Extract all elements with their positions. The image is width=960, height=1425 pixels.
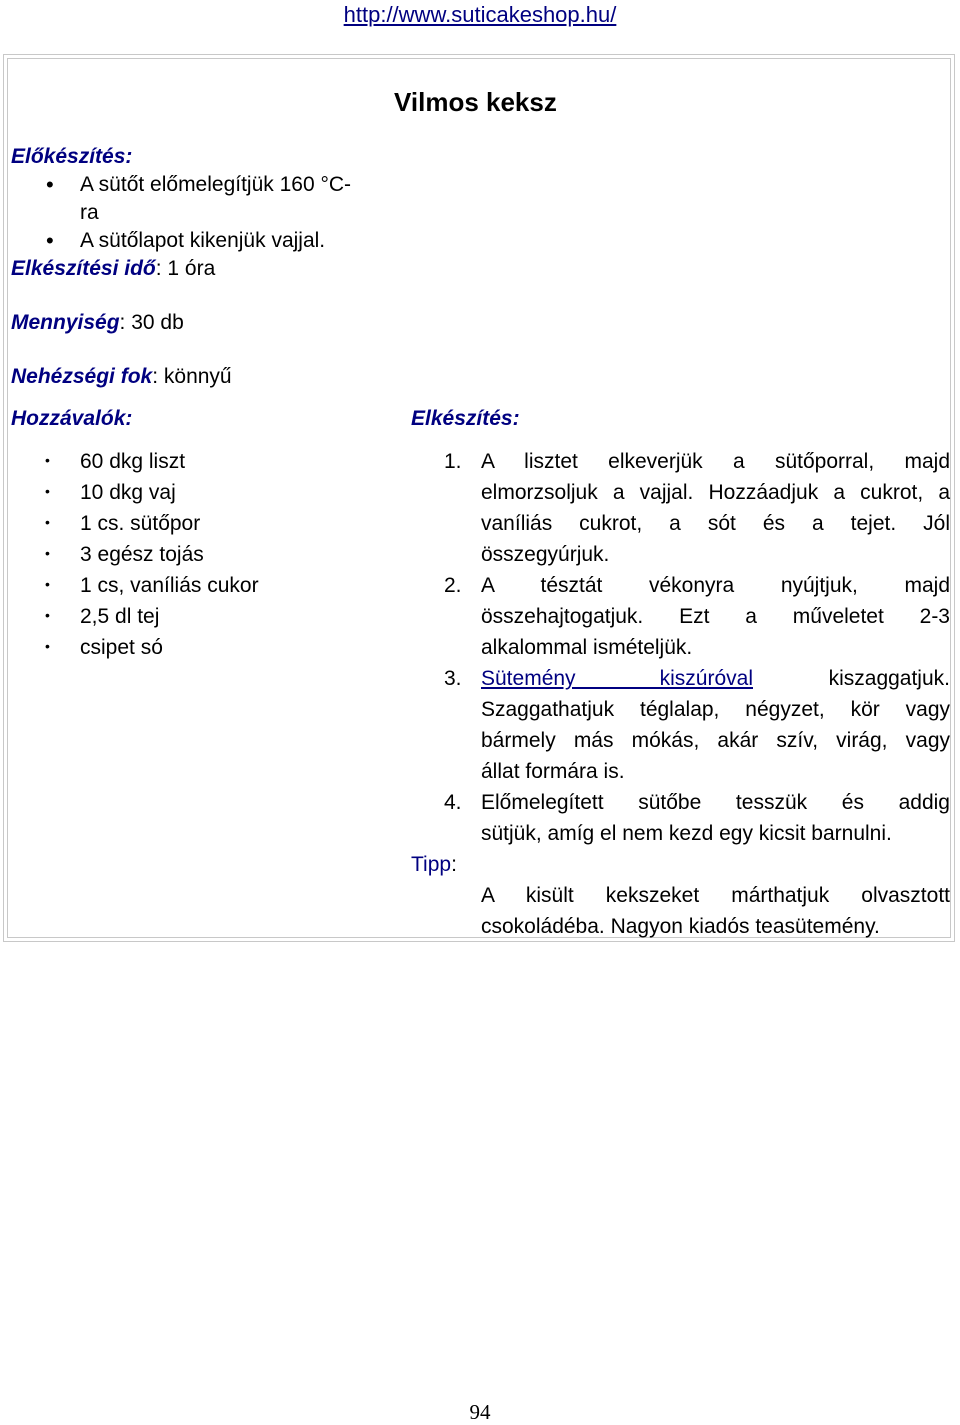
step-number: 2. [444,574,462,597]
site-link[interactable]: http://www.suticakeshop.hu/ [343,2,617,27]
cookie-cutter-link[interactable]: Sütemény kiszúróval [481,667,753,690]
tip-colon: : [451,853,457,876]
step-text: A lisztet elkeverjük a sütőporral, majd [481,450,950,473]
tip-label: Tipp [411,853,452,876]
prep-label: Előkészítés: [11,145,133,168]
step-line [481,787,950,818]
bullet-icon: • [45,638,50,654]
step-text: összegyúrjuk. [481,543,610,566]
prep-item: A sütőt előmelegítjük 160 °C- [80,173,352,196]
step-number: 1. [444,450,462,473]
bullet-icon: • [46,172,54,197]
step-line [481,446,950,477]
ingredient-item: 60 dkg liszt [80,450,186,473]
step-text: állat formára is. [481,760,625,783]
ingredient-item: 1 cs, vaníliás cukor [80,574,259,597]
quantity-row [11,309,184,337]
time-row [11,255,215,283]
step-number: 3. [444,667,462,690]
ingredient-item: 1 cs. sütőpor [80,512,201,535]
ingredient-item: 2,5 dl tej [80,605,160,628]
step-line [481,601,950,632]
page-number: 94 [469,1400,491,1424]
step-text: Előmelegített sütőbe tesszük és addig [481,791,950,814]
ingredients-label: Hozzávalók: [11,407,133,430]
time-label: Elkészítési idő [11,257,156,280]
tip-text: csokoládéba. Nagyon kiadós teasütemény. [481,915,880,938]
method-label: Elkészítés: [411,407,520,430]
difficulty-value: : könnyű [152,365,232,388]
prep-item: A sütőlapot kikenjük vajjal. [80,229,326,252]
prep-item-cont: ra [80,201,99,224]
tip-row [411,849,457,880]
step-line [481,725,950,756]
difficulty-row [11,363,232,391]
step-text: vaníliás cukrot, a sót és a tejet. Jól [481,512,950,535]
bullet-icon: • [45,452,50,468]
bullet-icon: • [45,483,50,499]
step-text: sütjük, amíg el nem kezd egy kicsit barnulni. [481,822,892,845]
step-number: 4. [444,791,462,814]
bullet-icon: • [45,576,50,592]
tip-text: A kisült kekszeket márthatjuk olvasztott [481,884,950,907]
difficulty-label: Nehézségi fok [11,365,153,388]
step-line [481,570,950,601]
bullet-icon: • [45,514,50,530]
quantity-label: Mennyiség [11,311,120,334]
step-line [481,663,950,694]
ingredient-item: 10 dkg vaj [80,481,176,504]
step-line [481,694,950,725]
step-text: bármely más mókás, akár szív, virág, vagy [481,729,950,752]
bullet-icon: • [45,545,50,561]
quantity-value: : 30 db [119,311,184,334]
ingredient-item: 3 egész tojás [80,543,204,566]
step-text: összehajtogatjuk. Ezt a műveletet 2-3 [481,605,950,628]
step-line [481,477,950,508]
step-text: alkalommal ismételjük. [481,636,693,659]
step-text: A tésztát vékonyra nyújtjuk, majd [481,574,950,597]
step-line [481,508,950,539]
bullet-icon: • [45,607,50,623]
step-text: kiszaggatjuk. [828,667,950,690]
recipe-title: Vilmos keksz [394,87,557,117]
bullet-icon: • [46,228,54,253]
ingredient-item: csipet só [80,636,163,659]
step-text: elmorzsoljuk a vajjal. Hozzáadjuk a cukrot, a [481,481,950,504]
tip-line [481,880,950,911]
step-text: Szaggathatjuk téglalap, négyzet, kör vagy [481,698,950,721]
time-value: : 1 óra [155,257,216,280]
